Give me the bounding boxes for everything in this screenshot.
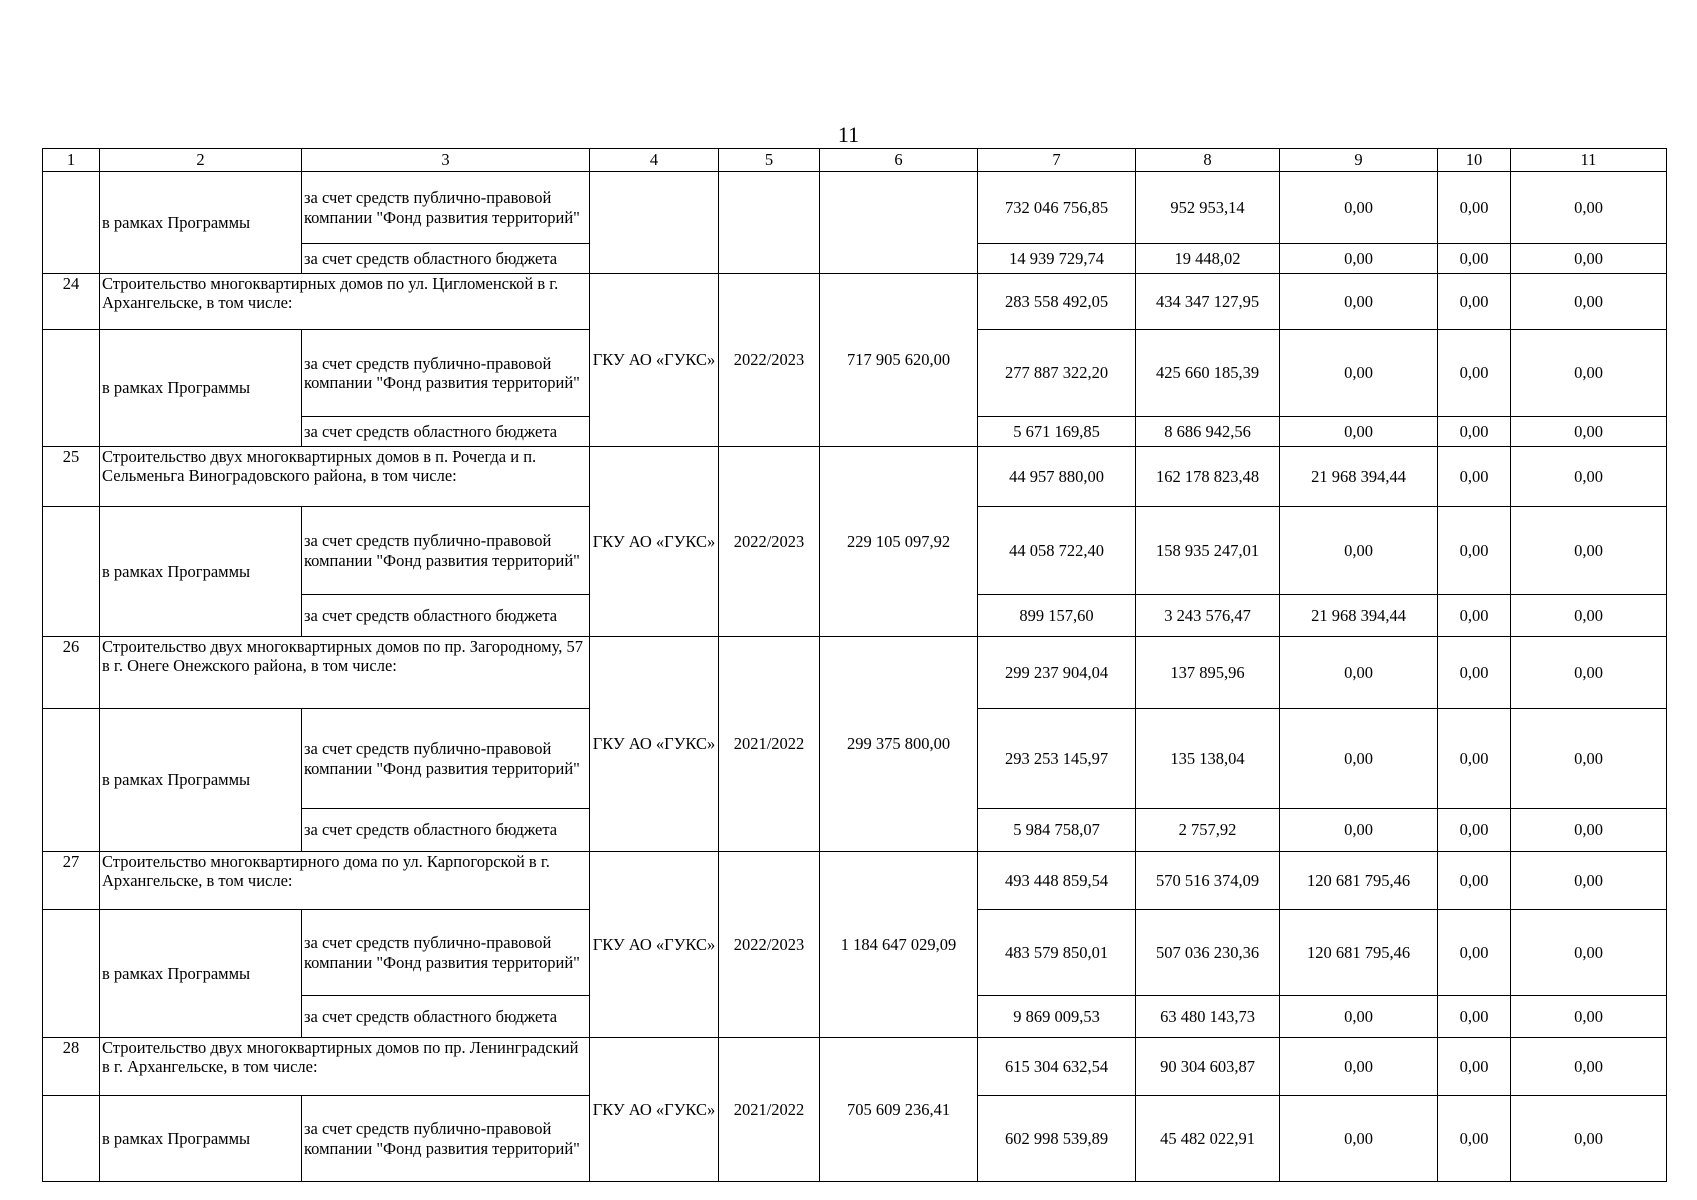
value-cell: 0,00 [1511, 595, 1667, 637]
value-cell: 0,00 [1438, 1096, 1511, 1182]
value-cell: 0,00 [1280, 417, 1438, 447]
value-cell: 0,00 [1438, 1038, 1511, 1096]
value-cell: 0,00 [1280, 1096, 1438, 1182]
period-cell [719, 172, 820, 274]
cost-cell: 705 609 236,41 [820, 1038, 978, 1182]
column-header: 11 [1511, 149, 1667, 172]
project-total-row [43, 447, 1667, 507]
value-cell: 615 304 632,54 [978, 1038, 1136, 1096]
value-cell: 0,00 [1438, 417, 1511, 447]
value-cell: 483 579 850,01 [978, 910, 1136, 996]
program-label: в рамках Программы [100, 709, 302, 852]
customer-cell: ГКУ АО «ГУКС» [590, 1038, 719, 1182]
column-number-header-row [43, 149, 1667, 172]
value-cell: 0,00 [1511, 1038, 1667, 1096]
project-total-row [43, 852, 1667, 910]
column-header: 6 [820, 149, 978, 172]
value-cell: 0,00 [1438, 910, 1511, 996]
value-cell: 120 681 795,46 [1280, 910, 1438, 996]
value-cell: 158 935 247,01 [1136, 507, 1280, 595]
fund-source-label: за счет средств публично-правовой компании "Фонд развития территорий" [302, 709, 590, 809]
value-cell: 0,00 [1280, 809, 1438, 852]
table-row [43, 172, 1667, 244]
value-cell: 0,00 [1280, 637, 1438, 709]
value-cell: 0,00 [1280, 330, 1438, 417]
value-cell: 0,00 [1438, 852, 1511, 910]
cost-cell: 717 905 620,00 [820, 274, 978, 447]
value-cell: 0,00 [1438, 447, 1511, 507]
project-number: 28 [43, 1038, 100, 1096]
value-cell: 162 178 823,48 [1136, 447, 1280, 507]
value-cell: 0,00 [1438, 809, 1511, 852]
value-cell: 0,00 [1280, 996, 1438, 1038]
value-cell: 0,00 [1511, 330, 1667, 417]
number-cell [43, 1096, 100, 1182]
value-cell: 0,00 [1511, 996, 1667, 1038]
value-cell: 5 671 169,85 [978, 417, 1136, 447]
value-cell: 0,00 [1511, 910, 1667, 996]
value-cell: 5 984 758,07 [978, 809, 1136, 852]
project-total-row [43, 637, 1667, 709]
period-cell: 2022/2023 [719, 274, 820, 447]
cost-cell: 229 105 097,92 [820, 447, 978, 637]
program-label: в рамках Программы [100, 507, 302, 637]
value-cell: 90 304 603,87 [1136, 1038, 1280, 1096]
value-cell: 425 660 185,39 [1136, 330, 1280, 417]
value-cell: 2 757,92 [1136, 809, 1280, 852]
column-header: 7 [978, 149, 1136, 172]
value-cell: 952 953,14 [1136, 172, 1280, 244]
value-cell: 120 681 795,46 [1280, 852, 1438, 910]
value-cell: 0,00 [1511, 637, 1667, 709]
page-number: 11 [837, 122, 860, 147]
fund-source-label: за счет средств публично-правовой компании "Фонд развития территорий" [302, 330, 590, 417]
value-cell: 44 957 880,00 [978, 447, 1136, 507]
value-cell: 0,00 [1511, 507, 1667, 595]
value-cell: 0,00 [1438, 595, 1511, 637]
program-label: в рамках Программы [100, 172, 302, 274]
period-cell: 2022/2023 [719, 852, 820, 1038]
number-cell [43, 507, 100, 637]
value-cell: 63 480 143,73 [1136, 996, 1280, 1038]
customer-cell: ГКУ АО «ГУКС» [590, 852, 719, 1038]
number-cell [43, 330, 100, 447]
column-header: 2 [100, 149, 302, 172]
value-cell: 0,00 [1280, 1038, 1438, 1096]
value-cell: 0,00 [1511, 852, 1667, 910]
project-number: 26 [43, 637, 100, 709]
value-cell: 899 157,60 [978, 595, 1136, 637]
number-cell [43, 709, 100, 852]
value-cell: 0,00 [1511, 244, 1667, 274]
value-cell: 570 516 374,09 [1136, 852, 1280, 910]
funding-table [42, 148, 1667, 1182]
value-cell: 493 448 859,54 [978, 852, 1136, 910]
value-cell: 0,00 [1280, 244, 1438, 274]
value-cell: 0,00 [1438, 637, 1511, 709]
value-cell: 507 036 230,36 [1136, 910, 1280, 996]
regional-source-label: за счет средств областного бюджета [302, 996, 590, 1038]
fund-source-label: за счет средств публично-правовой компании "Фонд развития территорий" [302, 1096, 590, 1182]
value-cell: 293 253 145,97 [978, 709, 1136, 809]
value-cell: 434 347 127,95 [1136, 274, 1280, 330]
value-cell: 0,00 [1511, 172, 1667, 244]
value-cell: 0,00 [1438, 996, 1511, 1038]
value-cell: 0,00 [1438, 172, 1511, 244]
number-cell [43, 910, 100, 1038]
value-cell: 0,00 [1280, 172, 1438, 244]
column-header: 3 [302, 149, 590, 172]
program-label: в рамках Программы [100, 330, 302, 447]
value-cell: 3 243 576,47 [1136, 595, 1280, 637]
project-number: 24 [43, 274, 100, 330]
period-cell: 2021/2022 [719, 637, 820, 852]
project-total-row [43, 1038, 1667, 1096]
value-cell: 0,00 [1438, 709, 1511, 809]
value-cell: 0,00 [1280, 274, 1438, 330]
cost-cell: 299 375 800,00 [820, 637, 978, 852]
project-number: 25 [43, 447, 100, 507]
value-cell: 0,00 [1438, 330, 1511, 417]
customer-cell: ГКУ АО «ГУКС» [590, 637, 719, 852]
value-cell: 135 138,04 [1136, 709, 1280, 809]
value-cell: 21 968 394,44 [1280, 595, 1438, 637]
fund-source-label: за счет средств публично-правовой компании "Фонд развития территорий" [302, 172, 590, 244]
regional-source-label: за счет средств областного бюджета [302, 809, 590, 852]
value-cell: 0,00 [1438, 244, 1511, 274]
value-cell: 732 046 756,85 [978, 172, 1136, 244]
value-cell: 0,00 [1438, 507, 1511, 595]
project-title: Строительство двух многоквартирных домов в п. Рочегда и п. Сельменьга Виноградовского района, в том числе: [100, 447, 590, 507]
value-cell: 0,00 [1280, 507, 1438, 595]
value-cell: 19 448,02 [1136, 244, 1280, 274]
value-cell: 0,00 [1438, 274, 1511, 330]
value-cell: 277 887 322,20 [978, 330, 1136, 417]
regional-source-label: за счет средств областного бюджета [302, 595, 590, 637]
period-cell: 2022/2023 [719, 447, 820, 637]
project-title: Строительство многоквартирного дома по ул. Карпогорской в г. Архангельске, в том числе: [100, 852, 590, 910]
number-cell [43, 172, 100, 274]
customer-cell: ГКУ АО «ГУКС» [590, 447, 719, 637]
value-cell: 14 939 729,74 [978, 244, 1136, 274]
project-title: Строительство двух многоквартирных домов по пр. Загородному, 57 в г. Онеге Онежского района, в том числе: [100, 637, 590, 709]
value-cell: 0,00 [1511, 809, 1667, 852]
value-cell: 0,00 [1511, 447, 1667, 507]
value-cell: 0,00 [1280, 709, 1438, 809]
value-cell: 44 058 722,40 [978, 507, 1136, 595]
program-label: в рамках Программы [100, 1096, 302, 1182]
project-title: Строительство многоквартирных домов по ул. Цигломенской в г. Архангельске, в том числе: [100, 274, 590, 330]
regional-source-label: за счет средств областного бюджета [302, 244, 590, 274]
value-cell: 0,00 [1511, 1096, 1667, 1182]
period-cell: 2021/2022 [719, 1038, 820, 1182]
value-cell: 8 686 942,56 [1136, 417, 1280, 447]
value-cell: 0,00 [1511, 274, 1667, 330]
value-cell: 21 968 394,44 [1280, 447, 1438, 507]
column-header: 9 [1280, 149, 1438, 172]
project-number: 27 [43, 852, 100, 910]
value-cell: 9 869 009,53 [978, 996, 1136, 1038]
value-cell: 602 998 539,89 [978, 1096, 1136, 1182]
column-header: 1 [43, 149, 100, 172]
value-cell: 283 558 492,05 [978, 274, 1136, 330]
value-cell: 0,00 [1511, 417, 1667, 447]
cost-cell: 1 184 647 029,09 [820, 852, 978, 1038]
value-cell: 299 237 904,04 [978, 637, 1136, 709]
fund-source-label: за счет средств публично-правовой компании "Фонд развития территорий" [302, 507, 590, 595]
regional-source-label: за счет средств областного бюджета [302, 417, 590, 447]
project-title: Строительство двух многоквартирных домов по пр. Ленинградский в г. Архангельске, в том числе: [100, 1038, 590, 1096]
value-cell: 0,00 [1511, 709, 1667, 809]
customer-cell: ГКУ АО «ГУКС» [590, 274, 719, 447]
column-header: 4 [590, 149, 719, 172]
value-cell: 45 482 022,91 [1136, 1096, 1280, 1182]
column-header: 8 [1136, 149, 1280, 172]
column-header: 5 [719, 149, 820, 172]
cost-cell [820, 172, 978, 274]
project-total-row [43, 274, 1667, 330]
fund-source-label: за счет средств публично-правовой компании "Фонд развития территорий" [302, 910, 590, 996]
column-header: 10 [1438, 149, 1511, 172]
value-cell: 137 895,96 [1136, 637, 1280, 709]
customer-cell [590, 172, 719, 274]
program-label: в рамках Программы [100, 910, 302, 1038]
